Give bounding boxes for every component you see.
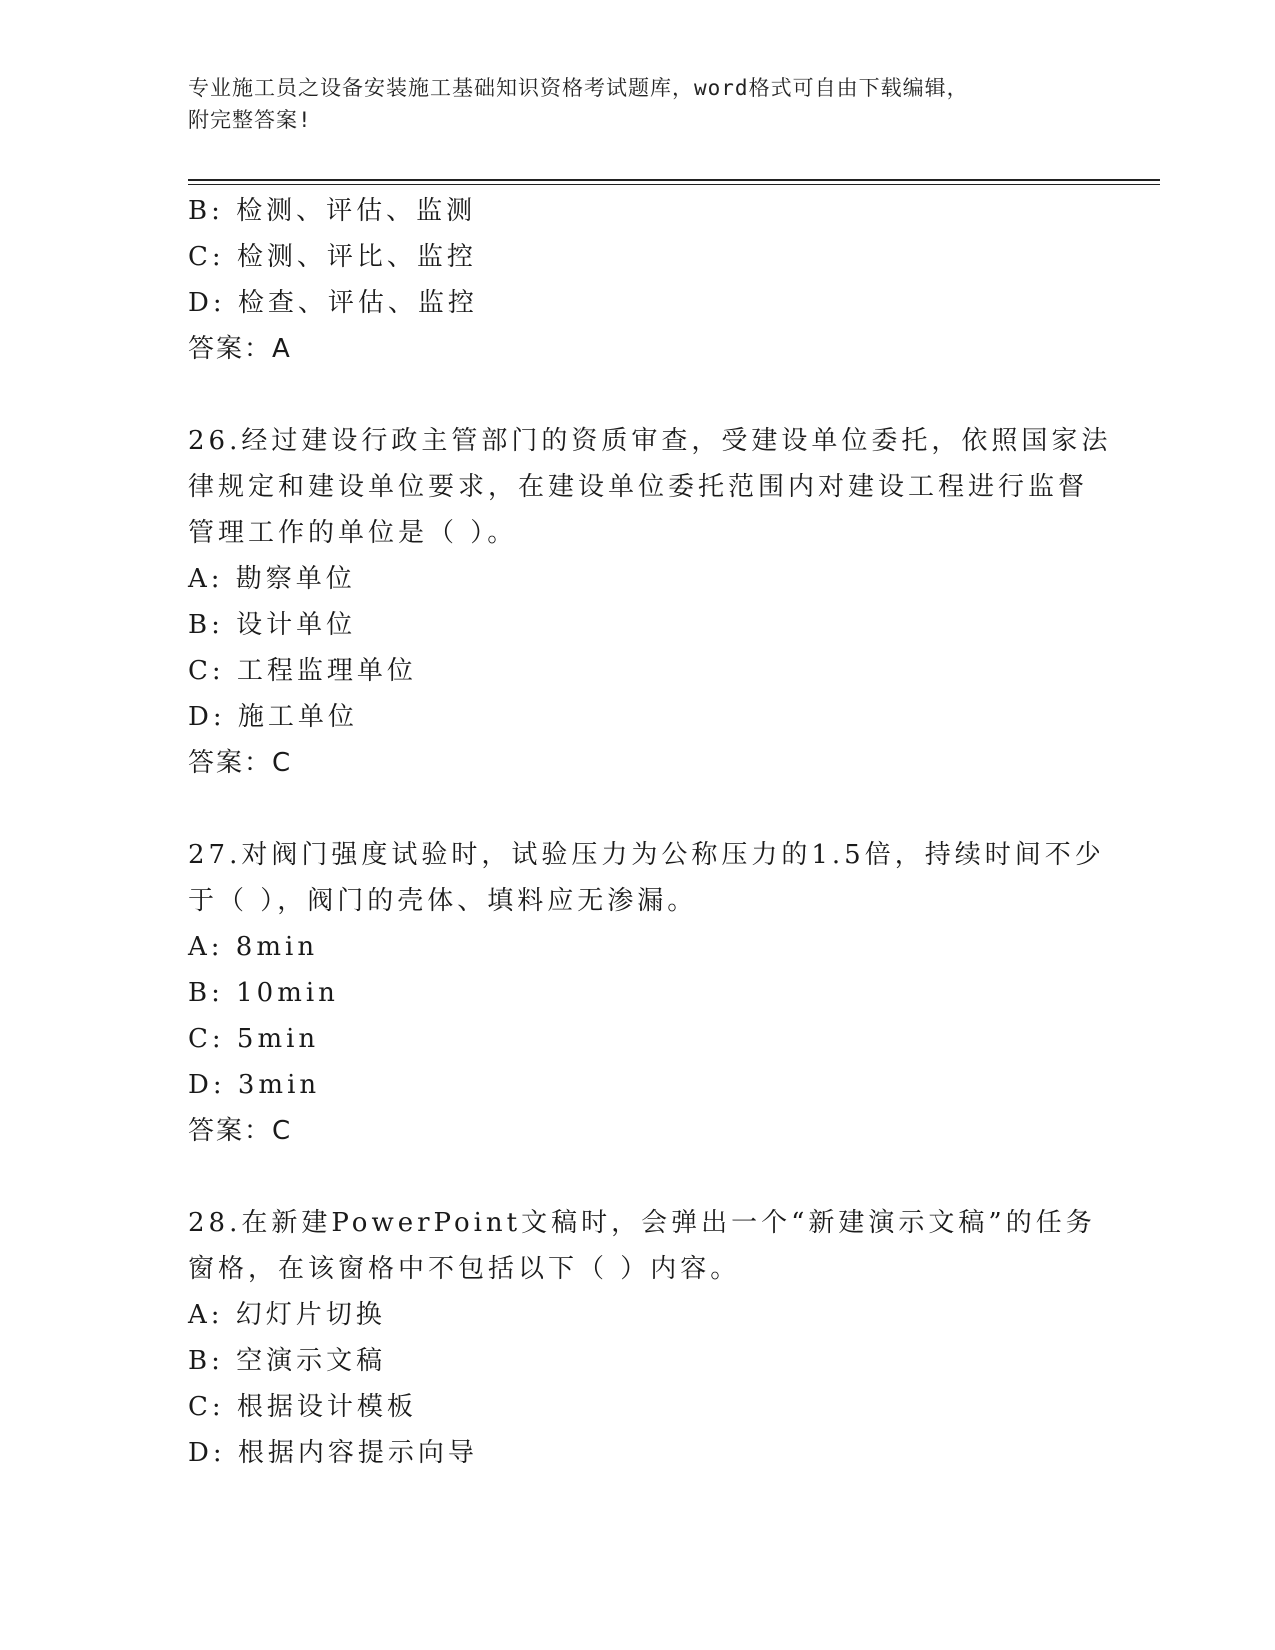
- header-rule-thin: [188, 184, 1160, 185]
- question-stem-line: 27.对阀门强度试验时，试验压力为公称压力的1.5倍，持续时间不少: [188, 840, 1105, 870]
- option-b: B: 检测、评估、监测: [188, 196, 477, 226]
- question-stem-line: 律规定和建设单位要求，在建设单位委托范围内对建设工程进行监督: [188, 472, 1089, 502]
- document-header: [188, 72, 1088, 136]
- option-b: B: 空演示文稿: [188, 1346, 387, 1376]
- question-stem-line: 管理工作的单位是（ ）。: [188, 518, 518, 548]
- question-stem-line: 窗格，在该窗格中不包括以下（ ）内容。: [188, 1254, 741, 1284]
- header-rule-thick: [188, 179, 1160, 181]
- option-c: C: 根据设计模板: [188, 1392, 417, 1422]
- question-27: [188, 832, 1105, 1154]
- answer-line: 答案：C: [188, 1116, 293, 1146]
- option-a: A: 勘察单位: [188, 564, 356, 594]
- header-line-1: 专业施工员之设备安装施工基础知识资格考试题库，word格式可自由下载编辑，: [188, 76, 969, 100]
- option-b: B: 10min: [188, 978, 339, 1008]
- previous-question-tail: [188, 188, 1088, 372]
- question-stem-line: 26.经过建设行政主管部门的资质审查，受建设单位委托，依照国家法: [188, 426, 1112, 456]
- option-d: D: 3min: [188, 1070, 321, 1100]
- option-a: A: 幻灯片切换: [188, 1300, 386, 1330]
- header-line-2: 附完整答案!: [188, 108, 312, 132]
- option-d: D: 检查、评估、监控: [188, 288, 478, 318]
- option-d: D: 根据内容提示向导: [188, 1438, 478, 1468]
- answer-line: 答案：C: [188, 748, 293, 778]
- option-c: C: 检测、评比、监控: [188, 242, 477, 272]
- question-26: [188, 418, 1112, 786]
- question-stem-line: 28.在新建PowerPoint文稿时，会弹出一个“新建演示文稿”的任务: [188, 1208, 1096, 1238]
- question-stem-line: 于（ ），阀门的壳体、填料应无渗漏。: [188, 886, 698, 916]
- question-list: [188, 188, 1112, 1476]
- option-c: C: 工程监理单位: [188, 656, 417, 686]
- option-c: C: 5min: [188, 1024, 320, 1054]
- question-28: [188, 1200, 1096, 1476]
- option-d: D: 施工单位: [188, 702, 358, 732]
- answer-line: 答案：A: [188, 334, 292, 364]
- option-b: B: 设计单位: [188, 610, 357, 640]
- option-a: A: 8min: [188, 932, 319, 962]
